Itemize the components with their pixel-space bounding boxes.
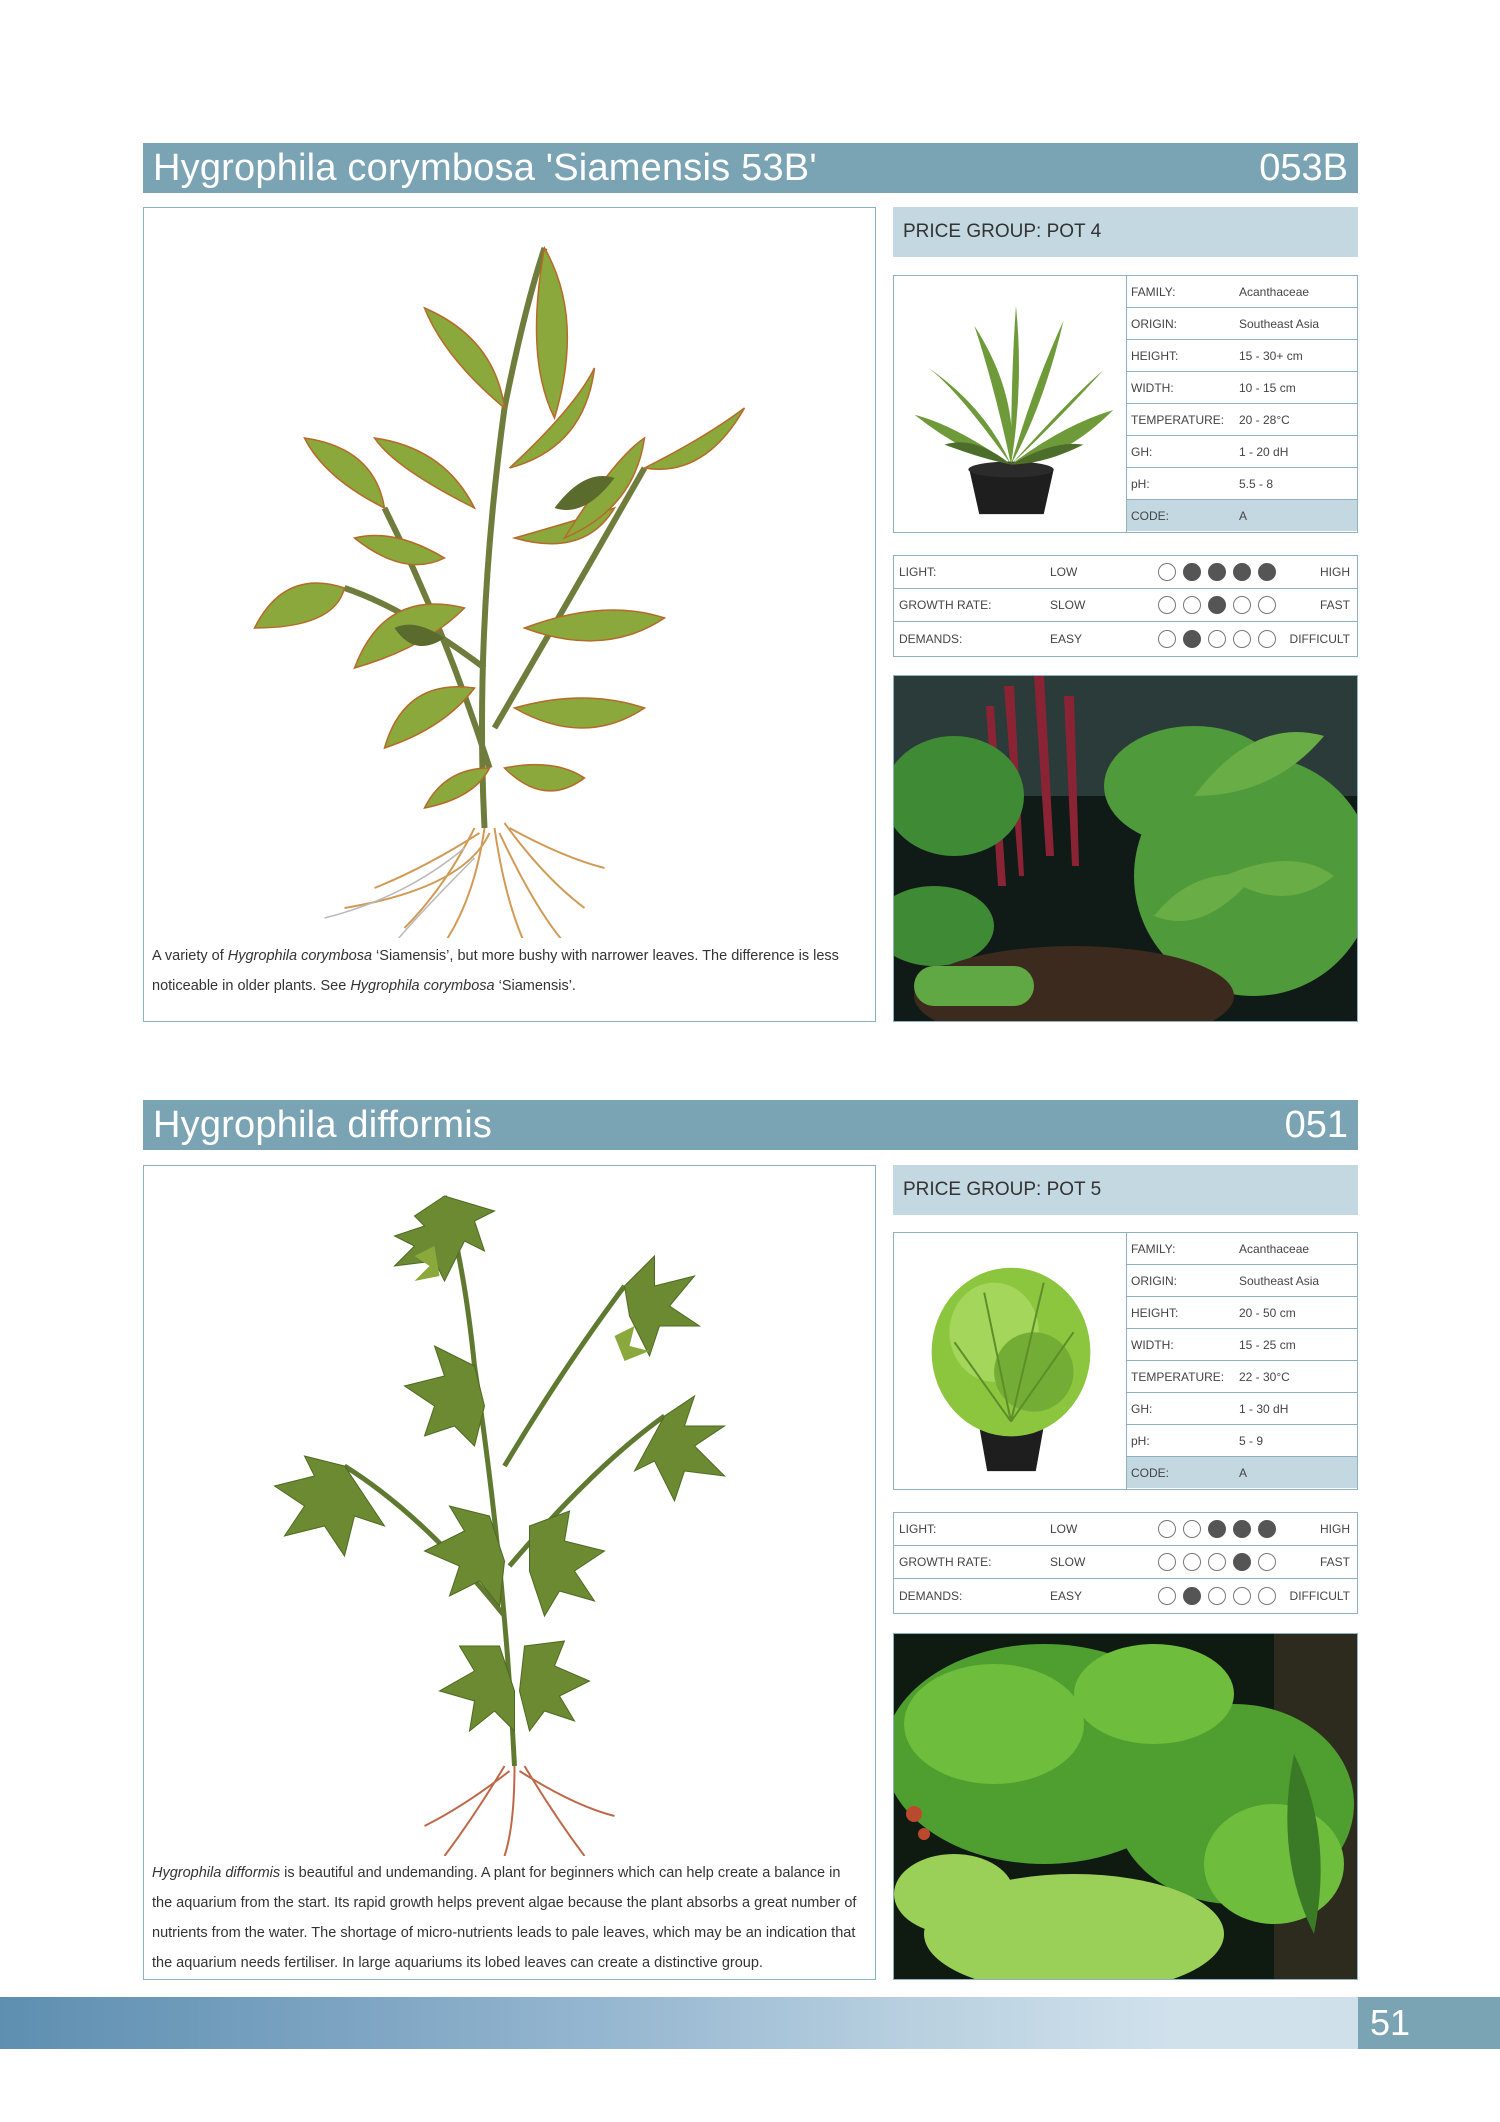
plant-2-aquarium-photo (893, 1633, 1358, 1980)
plant-2-spec-table (1126, 1233, 1357, 1489)
rating-row-demands: DEMANDS: EASY DIFFICULT (899, 631, 1350, 646)
spec-row-family: FAMILY: Acanthaceae (1127, 276, 1357, 308)
rating-dots (1155, 563, 1280, 581)
rating-dots (1155, 630, 1280, 648)
rating-dot-empty (1233, 1587, 1251, 1605)
spec-row-temperature: TEMPERATURE: 20 - 28°C (1127, 404, 1357, 436)
rating-dot-empty (1208, 630, 1226, 648)
spec-row-temperature: TEMPERATURE: 22 - 30°C (1127, 1361, 1357, 1393)
plant-1-aquarium-photo (893, 675, 1358, 1022)
spec-row-ph: pH: 5 - 9 (1127, 1425, 1357, 1457)
rating-dot-filled (1208, 1520, 1226, 1538)
rating-dot-empty (1158, 1587, 1176, 1605)
rating-row-growth-rate: GROWTH RATE: SLOW FAST (894, 589, 1357, 622)
spec-row-height: HEIGHT: 15 - 30+ cm (1127, 340, 1357, 372)
rating-dots (1155, 1553, 1280, 1571)
rating-dot-filled (1233, 1520, 1251, 1538)
spec-row-ph: pH: 5.5 - 8 (1127, 468, 1357, 500)
plant-2-description: Hygrophila difformis is beautiful and undemanding. A plant for beginners which can help create a balance in the aquarium from the start. Its rapid growth helps prevent algae because the plant absorbs a great number of nutrients from the water. The shortage of micro-nutrients leads to pale leaves, which may be an indication that the aquarium needs fertiliser. In large aquariums its lobed leaves can create a distinctive group. (152, 1865, 857, 1971)
plant-1-illustration-panel (143, 207, 876, 1022)
plant-1-code-number: 053B (1259, 146, 1348, 189)
rating-dot-empty (1208, 1553, 1226, 1571)
rating-dot-empty (1258, 630, 1276, 648)
rating-row-light: LIGHT: LOW HIGH (894, 1513, 1357, 1546)
plant-2-pot-photo (894, 1233, 1126, 1489)
spec-row-family: FAMILY: Acanthaceae (1127, 1233, 1357, 1265)
rating-dot-filled (1233, 1553, 1251, 1571)
rating-dot-empty (1258, 596, 1276, 614)
rating-dot-empty (1183, 1553, 1201, 1571)
rating-dot-empty (1158, 596, 1176, 614)
plant-2-code-number: 051 (1284, 1103, 1348, 1146)
rating-dot-empty (1208, 1587, 1226, 1605)
spec-row-origin: ORIGIN: Southeast Asia (1127, 308, 1357, 340)
rating-dot-filled (1258, 1520, 1276, 1538)
rating-dot-empty (1158, 630, 1176, 648)
rating-dot-empty (1183, 1520, 1201, 1538)
plant-2-illustration-panel (143, 1165, 876, 1980)
plant-2-name: Hygrophila difformis (153, 1103, 493, 1146)
spec-row-origin: ORIGIN: Southeast Asia (1127, 1265, 1357, 1297)
rating-dot-filled (1208, 563, 1226, 581)
spec-row-gh: GH: 1 - 30 dH (1127, 1393, 1357, 1425)
rating-dot-filled (1233, 563, 1251, 581)
plant-1-spec-table (1126, 276, 1357, 532)
rating-dot-empty (1233, 596, 1251, 614)
plant-2-price-group: PRICE GROUP: POT 5 (893, 1165, 1358, 1215)
plant-2-illustration (144, 1166, 875, 1856)
rating-dot-empty (1158, 1553, 1176, 1571)
page-number: 51 (1358, 1997, 1500, 2049)
spec-row-width: WIDTH: 15 - 25 cm (1127, 1329, 1357, 1361)
plant-1-name: Hygrophila corymbosa 'Siamensis 53B' (153, 146, 817, 189)
spec-row-gh: GH: 1 - 20 dH (1127, 436, 1357, 468)
rating-dot-filled (1208, 596, 1226, 614)
rating-dot-empty (1258, 1587, 1276, 1605)
rating-dot-empty (1183, 596, 1201, 614)
rating-dot-empty (1233, 630, 1251, 648)
rating-dot-filled (1183, 563, 1201, 581)
rating-dot-filled (1258, 563, 1276, 581)
footer-band (0, 1997, 1500, 2049)
rating-row-light: LIGHT: LOW HIGH (894, 556, 1357, 589)
plant-1-ratings (893, 555, 1358, 657)
rating-dot-filled (1183, 1587, 1201, 1605)
spec-row-height: HEIGHT: 20 - 50 cm (1127, 1297, 1357, 1329)
rating-dots (1155, 596, 1280, 614)
rating-dots (1155, 1520, 1280, 1538)
plant-1-illustration (144, 208, 875, 938)
plant-1-info-box (893, 275, 1358, 533)
plant-1-header (143, 143, 1358, 193)
rating-dots (1155, 1587, 1280, 1605)
plant-1-price-group: PRICE GROUP: POT 4 (893, 207, 1358, 257)
spec-row-code: CODE: A (1127, 1457, 1357, 1488)
rating-dot-empty (1158, 1520, 1176, 1538)
spec-row-width: WIDTH: 10 - 15 cm (1127, 372, 1357, 404)
rating-row-demands: DEMANDS: EASY DIFFICULT (899, 1588, 1350, 1603)
rating-row-growth-rate: GROWTH RATE: SLOW FAST (894, 1546, 1357, 1579)
plant-2-info-box (893, 1232, 1358, 1490)
spec-row-code: CODE: A (1127, 500, 1357, 531)
plant-1-description: A variety of Hygrophila corymbosa ‘Siamensis’, but more bushy with narrower leaves. The difference is less noticeable in older plants. See Hygrophila corymbosa ‘Siamensis’. (152, 948, 839, 994)
rating-dot-empty (1158, 563, 1176, 581)
plant-1-pot-photo (894, 276, 1126, 532)
plant-2-header (143, 1100, 1358, 1150)
plant-2-ratings (893, 1512, 1358, 1614)
rating-dot-filled (1183, 630, 1201, 648)
rating-dot-empty (1258, 1553, 1276, 1571)
